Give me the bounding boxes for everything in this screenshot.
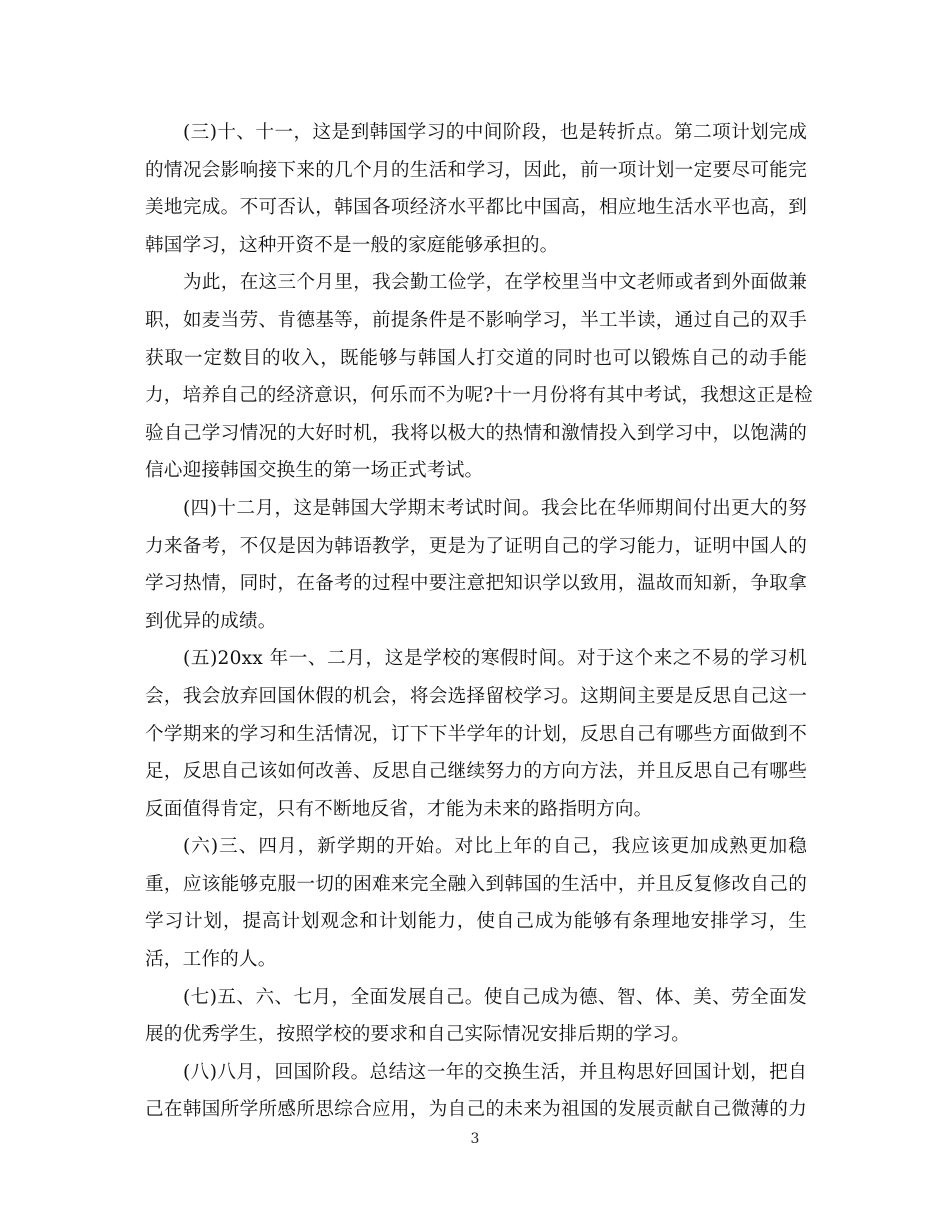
- text-line: 个学期来的学习和生活情况，订下下半学年的计划，反思自己有哪些方面做到不: [145, 723, 807, 745]
- text-line: (三)十、十一，这是到韩国学习的中间阶段，也是转折点。第二项计划完成: [183, 122, 807, 143]
- text-line: 职，如麦当劳、肯德基等，前提条件是不影响学习，半工半读，通过自己的双手: [145, 309, 807, 331]
- text-line: 信心迎接韩国交换生的第一场正式考试。: [145, 460, 484, 482]
- text-line: (五)20xx 年一、二月，这是学校的寒假时间。对于这个来之不易的学习机: [183, 648, 807, 670]
- text-line: 足，反思自己该如何改善、反思自己继续努力的方向方法，并且反思自己有哪些: [145, 761, 807, 783]
- text-line: 展的优秀学生，按照学校的要求和自己实际情况安排后期的学习。: [145, 1024, 691, 1046]
- text-line: 力，培养自己的经济意识，何乐而不为呢?十一月份将有其中考试，我想这正是检: [145, 385, 813, 407]
- text-line: 活，工作的人。: [145, 949, 277, 971]
- document-body: [145, 114, 813, 1129]
- text-line: 美地完成。不可否认，韩国各项经济水平都比中国高，相应地生活水平也高，到: [145, 197, 807, 219]
- text-line: 重，应该能够克服一切的困难来完全融入到韩国的生活中，并且反复修改自己的: [145, 873, 807, 895]
- text-line: 己在韩国所学所感所思综合应用，为自己的未来为祖国的发展贡献自己微薄的力: [145, 1099, 807, 1121]
- text-line: 学习计划，提高计划观念和计划能力，使自己成为能够有条理地安排学习，生: [145, 911, 807, 933]
- paragraph-para-4: [145, 490, 807, 640]
- text-line: 韩国学习，这种开资不是一般的家庭能够承担的。: [145, 234, 559, 256]
- text-line: 反面值得肯定，只有不断地反省，才能为未来的路指明方向。: [145, 798, 653, 820]
- paragraph-para-6: [145, 828, 807, 978]
- text-line: 验自己学习情况的大好时机，我将以极大的热情和激情投入到学习中，以饱满的: [145, 422, 807, 444]
- paragraph-para-8: [145, 1054, 807, 1129]
- text-line: 为此，在这三个月里，我会勤工俭学，在学校里当中文老师或者到外面做兼: [183, 272, 807, 294]
- page-number: 3: [470, 1131, 480, 1147]
- text-line: 会，我会放弃回国休假的机会，将会选择留校学习。这期间主要是反思自己这一: [145, 685, 807, 707]
- text-line: 学习热情，同时，在备考的过程中要注意把知识学以致用，温故而知新，争取拿: [145, 573, 807, 595]
- text-line: (四)十二月，这是韩国大学期末考试时间。我会比在华师期间付出更大的努: [183, 497, 807, 519]
- text-line: (六)三、四月，新学期的开始。对比上年的自己，我应该更加成熟更加稳: [183, 836, 807, 858]
- text-line: 到优异的成绩。: [145, 610, 277, 632]
- text-line: 获取一定数目的收入，既能够与韩国人打交道的同时也可以锻炼自己的动手能: [145, 347, 807, 369]
- text-line: 力来备考，不仅是因为韩语教学，更是为了证明自己的学习能力，证明中国人的: [145, 535, 807, 557]
- text-line: (七)五、六、七月，全面发展自己。使自己成为德、智、体、美、劳全面发: [183, 986, 807, 1008]
- text-line: (八)八月，回国阶段。总结这一年的交换生活，并且构思好回国计划，把自: [183, 1061, 807, 1083]
- text-line: 的情况会影响接下来的几个月的生活和学习，因此，前一项计划一定要尽可能完: [145, 159, 807, 181]
- paragraph-para-3b: [145, 264, 813, 490]
- paragraph-para-3: [145, 114, 807, 264]
- paragraph-para-5: [145, 640, 807, 828]
- paragraph-para-7: [145, 979, 807, 1054]
